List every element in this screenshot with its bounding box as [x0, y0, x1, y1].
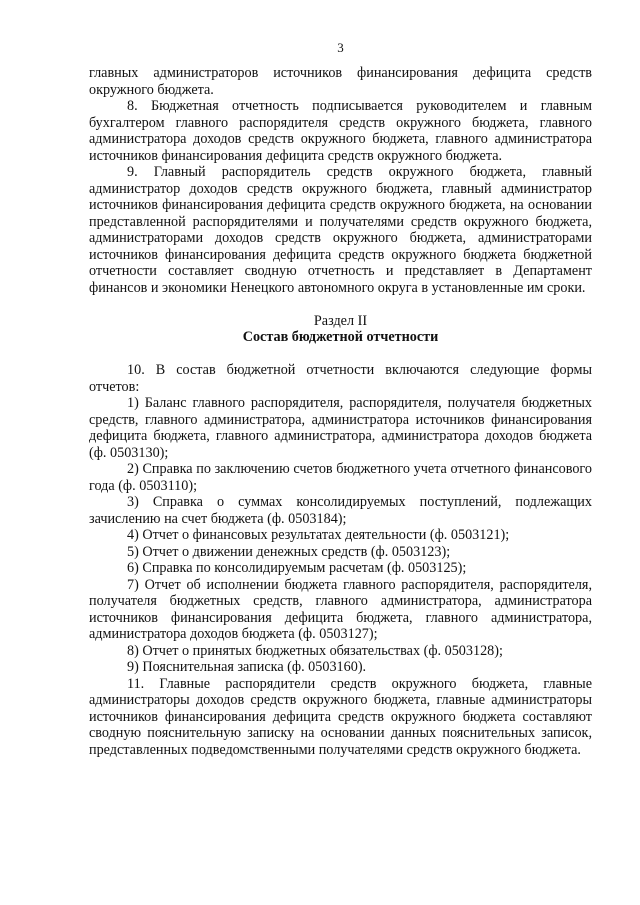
paragraph-10: 10. В состав бюджетной отчетности включаются следующие формы отчетов:	[89, 362, 592, 395]
list-item-6: 6) Справка по консолидируемым расчетам (ф. 0503125);	[127, 560, 467, 576]
section-number: Раздел II	[313, 312, 368, 329]
list-item-3: 3) Справка о суммах консолидируемых поступлений, подлежащих зачислению на счет бюджета (ф. 0503184);	[89, 494, 592, 527]
list-item-7: 7) Отчет об исполнении бюджета главного распорядителя, распорядителя, получателя бюджетных средств, главного администратора, администратора источников финансирования дефицита бюджета, главного администратора, администратора доходов бюджета (ф. 0503127);	[89, 576, 592, 642]
spacer	[89, 346, 592, 363]
paragraph-9: 9. Главный распорядитель средств окружного бюджета, главный администратор доходов средств окружного бюджета, главный администратор источников финансирования дефицита средств окружного бюджета, на основании представленной распорядителями и получателями средств окружного бюджета, администраторами доходов средств окружного бюджета, администраторами источников финансирования дефицита средств окружного бюджета бюджетной отчетности составляет сводную отчетность и представляет в Департамент финансов и экономики Ненецкого автономного округа в установленные им сроки.	[89, 164, 592, 296]
paragraph-continuation: главных администраторов источников финансирования дефицита средств окружного бюджета.	[89, 65, 592, 98]
paragraph-8: 8. Бюджетная отчетность подписывается руководителем и главным бухгалтером главного распорядителя средств окружного бюджета, главного администратора доходов средств окружного бюджета, главного администратора источников финансирования дефицита средств окружного бюджета.	[89, 98, 592, 164]
list-item-2: 2) Справка по заключению счетов бюджетного учета отчетного финансового года (ф. 0503110);	[89, 461, 592, 494]
page-number: 3	[337, 40, 344, 55]
list-item-1: 1) Баланс главного распорядителя, распорядителя, получателя бюджетных средств, главного администратора, администратора источников финансирования дефицита бюджета, главного администратора, администратора доходов бюджета (ф. 0503130);	[89, 395, 592, 461]
list-item-8: 8) Отчет о принятых бюджетных обязательствах (ф. 0503128);	[127, 642, 503, 659]
list-item-5: 5) Отчет о движении денежных средств (ф. 0503123);	[127, 543, 451, 560]
spacer	[89, 296, 592, 313]
section-heading: Состав бюджетной отчетности	[242, 329, 439, 345]
paragraph-11: 11. Главные распорядители средств окружного бюджета, главные администраторы доходов средств окружного бюджета, главные администраторы источников финансирования дефицита средств окружного бюджета составляют сводную пояснительную записку на основании данных пояснительных записок, представленных подведомственными получателями средств окружного бюджета.	[89, 675, 592, 758]
list-item-9: 9) Пояснительная записка (ф. 0503160).	[127, 659, 367, 675]
list-item-4: 4) Отчет о финансовых результатах деятельности (ф. 0503121);	[127, 527, 510, 543]
